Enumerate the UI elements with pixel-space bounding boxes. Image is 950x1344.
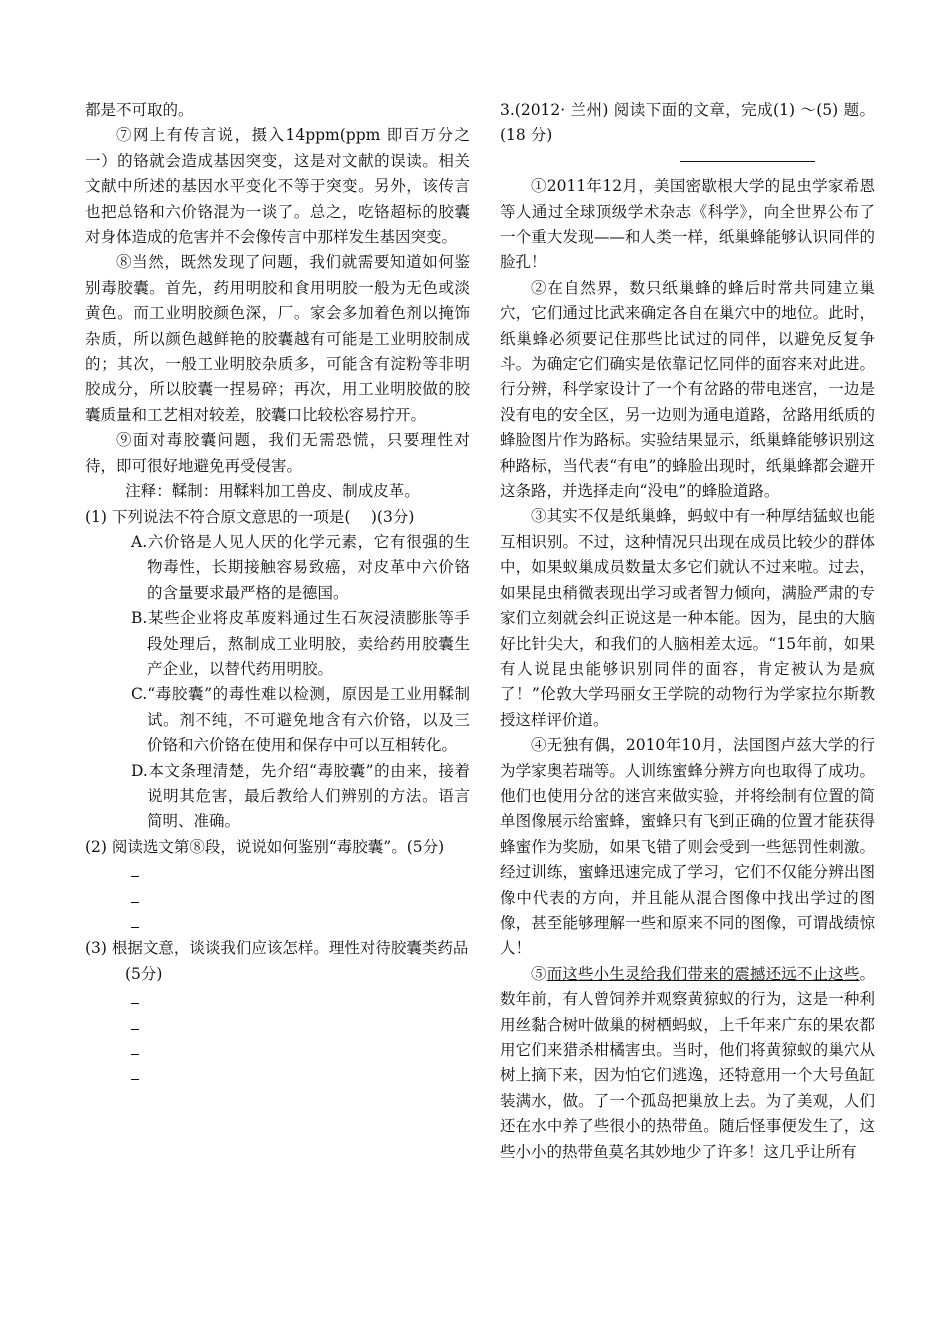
answer-blank[interactable] [131,1063,470,1088]
underlined-sentence: 而这些小生灵给我们带来的震撼还远不止这些 [546,964,860,983]
paragraph-5-text: 。数年前，有人曾饲养并观察黄猄蚁的行为，这是一种利用丝黏合树叶做巢的树栖蚂蚁，上千年来广东的果农都用它们来猎杀柑橘害虫。当时，他们将黄猄蚁的巢穴从树上摘下来，因为怕它们逃逸，还特意用一个大号鱼缸装满水，做。了一个孤岛把巢放上去。为了美观，人们还在水中养了些很小的热带鱼。随后怪事便发生了，这些小小的热带鱼莫名其妙地少了许多！这几乎让所有 [500,964,875,1161]
answer-blank[interactable] [131,886,470,911]
right-column [500,98,875,1165]
question-1: (1) 下列说法不符合原文意思的一项是( )(3分) [85,507,415,526]
paragraph-9: ⑨面对毒胶囊问题，我们无需恐慌，只要理性对待，即可很好地避免再受侵害。 [85,431,470,475]
answer-blank[interactable] [131,860,470,885]
answer-blank[interactable] [131,911,470,936]
option-c: C.“毒胶囊”的毒性难以检测，原因是工业用鞣制试。剂不纯，不可避免地含有六价铬，以及三价铬和六价铬在使用和保存中可以互相转化。 [131,685,470,755]
answer-blank[interactable] [131,1013,470,1038]
article-paragraph-5 [500,962,875,1165]
title-blank-line [500,149,875,174]
paragraph-5-number: ⑤ [531,964,547,983]
left-column [85,98,470,1089]
article-paragraph-2: ②在自然界，数只纸巢蜂的蜂后时常共同建立巢穴，它们通过比武来确定各自在巢穴中的地位。此时，纸巢蜂必须要记住那些比试过的同伴，以避免反复争斗。为确定它们确实是依靠记忆同伴的面容来对此进。行分辨，科学家设计了一个有岔路的带电迷宫，一边是没有电的安全区，另一边则为通电道路，岔路用纸质的蜂脸图片作为路标。实验结果显示，纸巢蜂能够识别这种路标，当代表“有电”的蜂脸出现时，纸巢蜂都会避开这条路，并选择走向“没电”的蜂脸道路。 [500,278,875,501]
question-3-score: (5分) [125,964,163,983]
option-d: D.本文条理清楚，先介绍“毒胶囊”的由来，接着说明其危害，最后教给人们辨别的方法。语言简明、准确。 [131,761,470,831]
answer-blank[interactable] [131,987,470,1012]
answer-blank[interactable] [131,1038,470,1063]
article-paragraph-4: ④无独有偶，2010年10月，法国图卢兹大学的行为学家奥若瑞等。人训练蜜蜂分辨方向也取得了成功。他们也使用分岔的迷宫来做实验，并将绘制有位置的简单图像展示给蜜蜂，蜜蜂只有飞到正确的位置才能获得蜂蜜作为奖励，如果飞错了则会受到一些惩罚性刺激。经过训练，蜜蜂迅速完成了学习，它们不仅能分辨出图像中代表的方向，并且能从混合图像中找出学过的图像，甚至能够理解一些和原来不同的图像，可谓战绩惊人！ [500,736,875,958]
paragraph-7: ⑦网上有传言说，摄入14ppm(ppm 即百万分之一）的铬就会造成基因突变，这是对文献的误读。相关文献中所述的基因水平变化不等于突变。另外，该传言也把总铬和六价铬混为一谈了。总之，吃铬超标的胶囊对身体造成的危害并不会像传言中那样发生基因突变。 [85,126,470,247]
paragraph-8: ⑧当然，既然发现了问题，我们就需要知道如何鉴别毒胶囊。首先，药用明胶和食用明胶一般为无色或淡黄色。而工业明胶颜色深，厂。家会多加着色剂以掩饰杂质，所以颜色越鲜艳的胶囊越有可能是工业明胶制成的；其次，一般工业明胶杂质多，可能含有淀粉等非明胶成分，所以胶囊一捏易碎；再次，用工业明胶做的胶囊质量和工艺相对较差，胶囊口比较松容易拧开。 [85,253,470,424]
option-a: A.六价铬是人见人厌的化学元素，它有很强的生物毒性，长期接触容易致癌，对皮革中六价铬的含量要求最严格的是德国。 [131,532,470,602]
question-3-header: 3.(2012· 兰州) 阅读下面的文章，完成(1) ～(5) 题。(18 分) [500,101,875,145]
annotation-note: 注释：鞣制：用鞣料加工兽皮、制成皮革。 [125,482,420,501]
paragraph-continuation: 都是不可取的。 [85,101,194,119]
question-3: (3) 根据文意，谈谈我们应该怎样。理性对待胶囊类药品 [85,939,469,958]
option-b: B.某些企业将皮革废料通过生石灰浸渍膨胀等手段处理后，熬制成工业明胶，卖给药用胶囊生产企业，以替代药用明胶。 [131,609,470,678]
question-2: (2) 阅读选文第⑧段，说说如何鉴别“毒胶囊”。(5分) [85,837,445,856]
article-paragraph-1: ①2011年12月，美国密歇根大学的昆虫学家希恩等人通过全球顶级学术杂志《科学》，向全世界公布了一个重大发现——和人类一样，纸巢蜂能够认识同伴的脸孔！ [500,177,875,272]
article-paragraph-3: ③其实不仅是纸巢蜂，蚂蚁中有一种厚结猛蚁也能互相识别。不过，这种情况只出现在成员比较少的群体中，如果蚁巢成员数量太多它们就认不过来啦。过去，如果昆虫稍微表现出学习或者智力倾向，满脸严肃的专家们立刻就会纠正说这是一种本能。因为，昆虫的大脑好比针尖大，和我们的人脑相差太远。“15年前，如果有人说昆虫能够识别同伴的面容，肯定被认为是疯了！”伦敦大学玛丽女王学院的动物行为学家拉尔斯教授这样评价道。 [500,507,875,729]
